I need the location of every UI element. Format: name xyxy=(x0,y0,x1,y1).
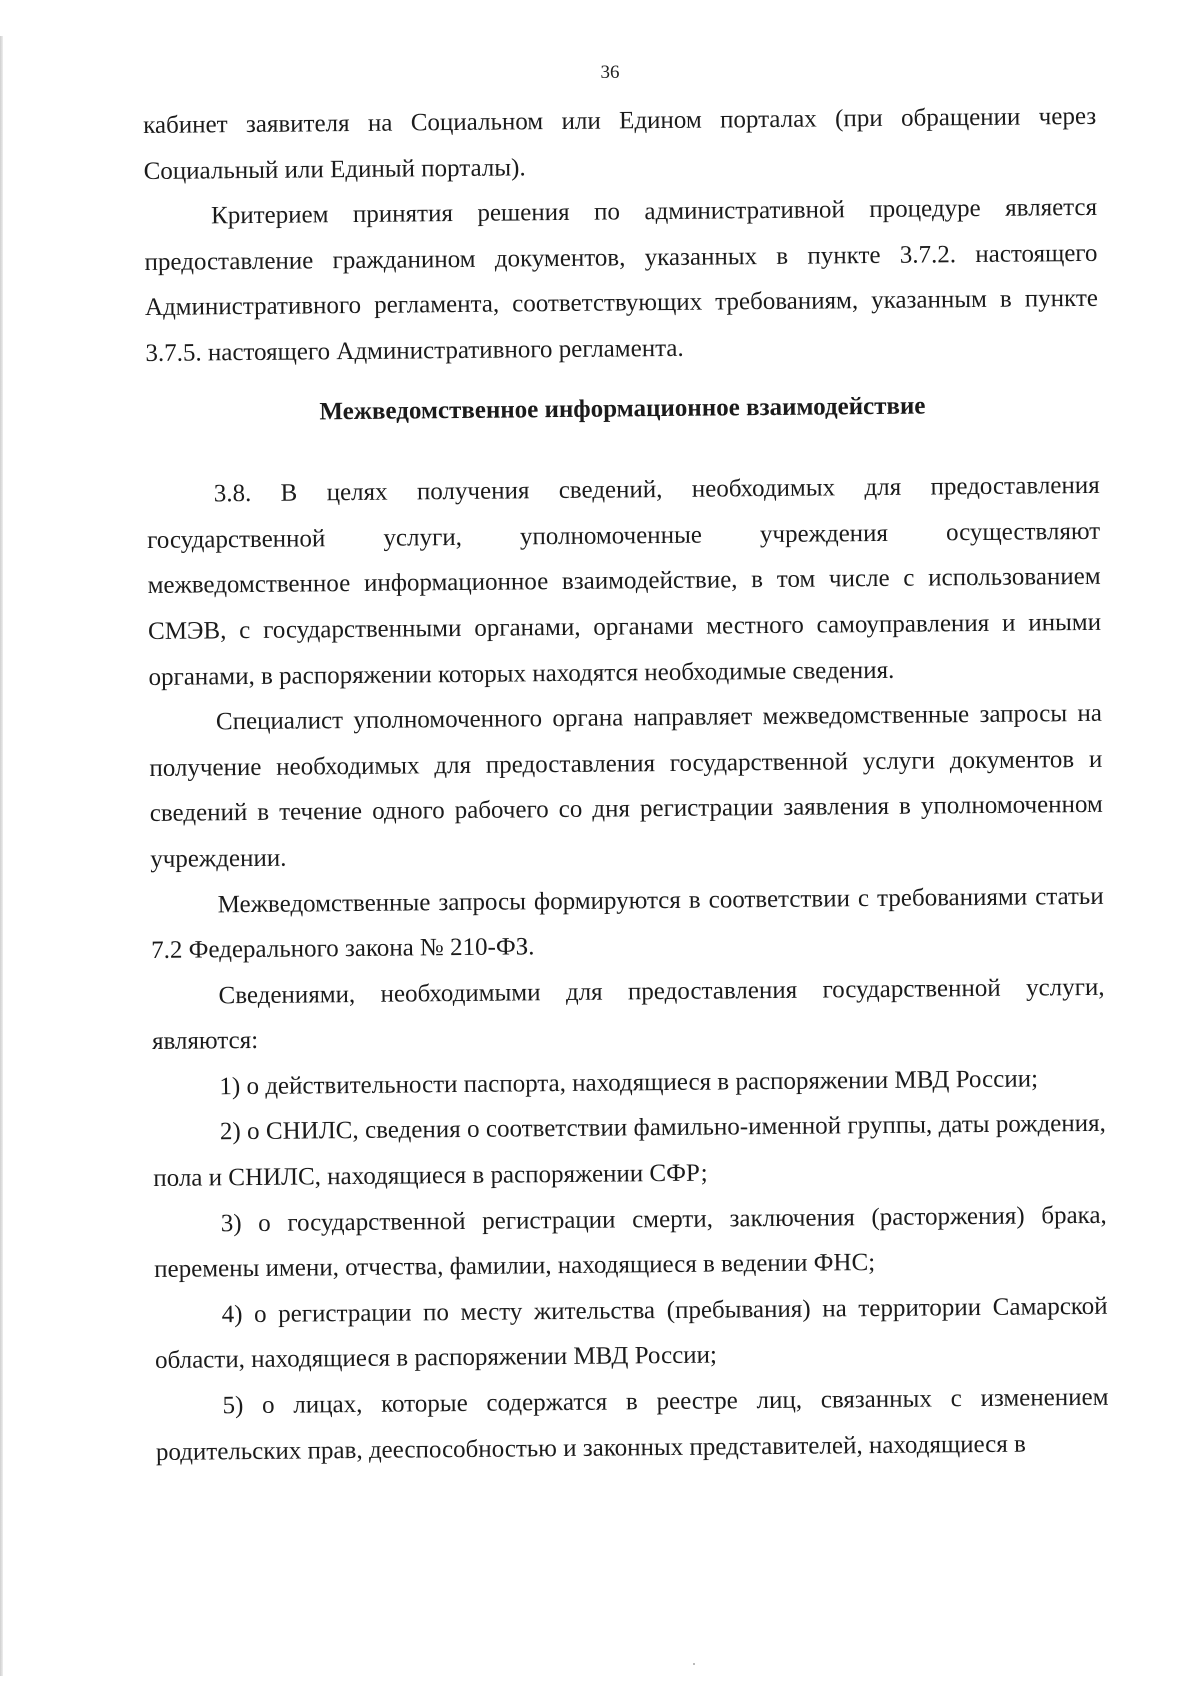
list-item-3: 3) о государственной регистрации смерти, заключения (расторжения) брака, перемены имени, отчества, фамилии, находящиеся в ведении ФНС; xyxy=(154,1201,1107,1284)
paragraph-specialist: Специалист уполномоченного органа направляет межведомственные запросы на получение необходимых для предоставления государственной услуги документов и сведений в течение одного рабочего со дня регистрации заявления в уполномоченном учреждении. xyxy=(149,699,1103,873)
paragraph-requests: Межведомственные запросы формируются в соответствии с требованиями статьи 7.2 Федерального закона № 210-ФЗ. xyxy=(151,882,1104,965)
scan-edge-shadow xyxy=(0,36,3,1676)
list-item-4: 4) о регистрации по месту жительства (пребывания) на территории Самарской области, находящиеся в распоряжении МВД России; xyxy=(154,1292,1108,1375)
list-item-5: 5) о лицах, которые содержатся в реестре лиц, связанных с изменением родительских прав, дееспособностью и законных представителей, находящиеся в xyxy=(155,1383,1109,1466)
list-item-2: 2) о СНИЛС, сведения о соответствии фамильно-именной группы, даты рождения, пола и СНИЛС, находящиеся в распоряжении СФР; xyxy=(153,1110,1106,1193)
paragraph-required-info: Сведениями, необходимыми для предоставления государственной услуги, являются: xyxy=(151,973,1105,1056)
document-body xyxy=(143,94,1109,1475)
list-item-1: 1) о действительности паспорта, находящиеся в распоряжении МВД России; xyxy=(219,1065,1039,1101)
paragraph-3-8: 3.8. В целях получения сведений, необходимых для предоставления государственной услуги, уполномоченные учреждения осуществляют межведомственное информационное взаимодействие, в том числе с использованием СМЭВ, с государственными органами, органами местного самоуправления и иными органами, в распоряжении которых находятся необходимые сведения. xyxy=(147,471,1102,691)
page-number: 36 xyxy=(600,62,620,83)
section-heading: Межведомственное информационное взаимодействие xyxy=(319,392,926,425)
paragraph-criterion: Критерием принятия решения по административной процедуре является предоставление гражданином документов, указанных в пункте 3.7.2. настоящего Административного регламента, соответствующих требованиям, указанным в пункте 3.7.5. настоящего Административного регламента. xyxy=(144,194,1099,367)
scan-speck xyxy=(693,1663,695,1665)
paragraph-continuation: кабинет заявителя на Социальном или Едином порталах (при обращении через Социальный или Единый порталы). xyxy=(143,102,1097,185)
